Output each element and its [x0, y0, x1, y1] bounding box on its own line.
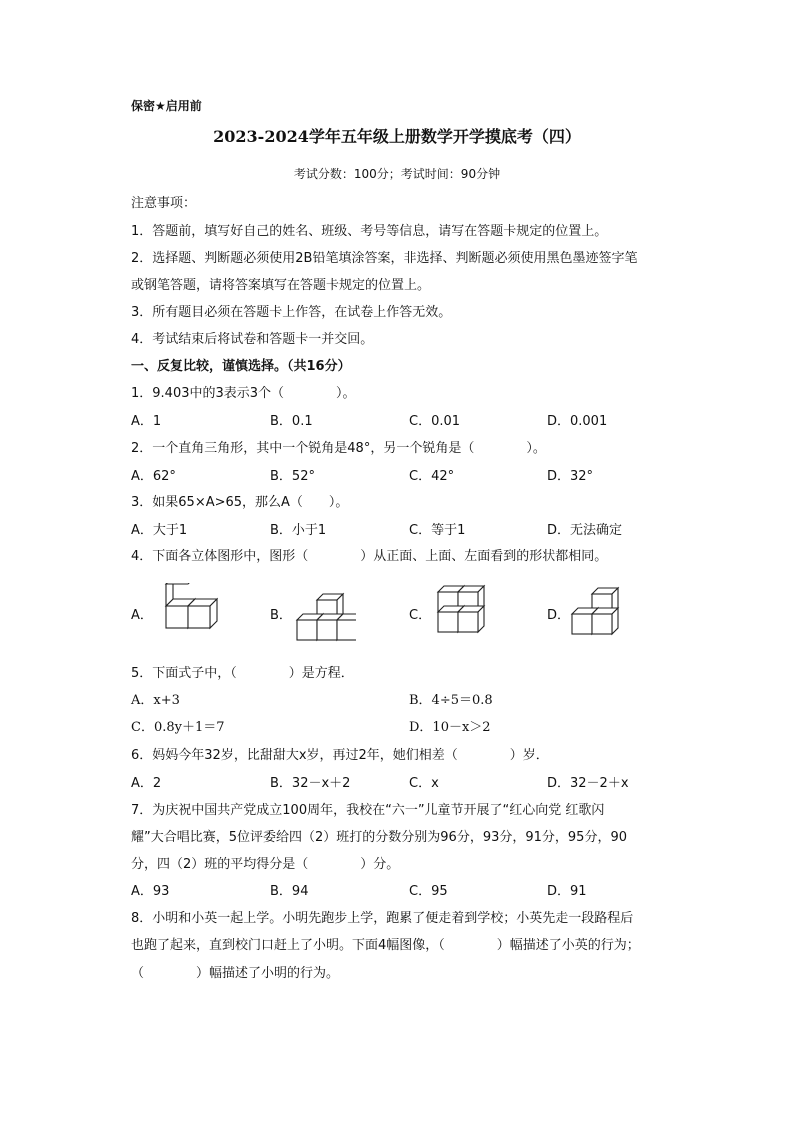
option-c[interactable]: C．等于1 [409, 523, 466, 538]
option-a[interactable]: A．1 [131, 414, 162, 429]
notice-item: 4．考试结束后将试卷和答题卡一并交回。 [131, 332, 374, 347]
secret-label: 保密★启用前 [131, 99, 202, 113]
question-stem: （ ）幅描述了小明的行为。 [131, 966, 340, 981]
question-stem: 5．下面式子中，（ ）是方程． [131, 666, 354, 681]
option-c[interactable]: C．0.8y＋1＝7 [131, 720, 225, 735]
option-b[interactable]: B．0.1 [270, 414, 313, 429]
exam-info: 考试分数：100分；考试时间：90分钟 [293, 167, 501, 181]
option-b[interactable]: B．52° [270, 469, 315, 484]
cube-figure-a [160, 583, 218, 641]
option-a[interactable]: A．93 [131, 884, 170, 899]
option-a[interactable]: A．大于1 [131, 523, 188, 538]
option-b[interactable]: B．小于1 [270, 523, 327, 538]
option-c[interactable]: C． [409, 608, 432, 623]
option-b[interactable]: B．94 [270, 884, 309, 899]
option-c[interactable]: C．42° [409, 469, 455, 484]
question-stem: 耀”大合唱比赛，5位评委给四（2）班打的分数分别为96分，93分，91分，95分，90 [131, 830, 627, 845]
option-b[interactable]: B．32－x＋2 [270, 776, 351, 791]
option-a[interactable]: A． [131, 608, 153, 623]
cube-figure-b [294, 580, 356, 642]
question-stem: 2．一个直角三角形，其中一个锐角是48°，另一个锐角是（ ）。 [131, 441, 546, 456]
section-title: 一、反复比较，谨慎选择。（共16分） [131, 359, 351, 374]
option-a[interactable]: A．x+3 [131, 693, 180, 708]
option-a[interactable]: A．62° [131, 469, 176, 484]
option-d[interactable]: D．32° [547, 469, 594, 484]
option-d[interactable]: D．10－x＞2 [409, 720, 491, 735]
question-stem: 4．下面各立体图形中，图形（ ）从正面、上面、左面看到的形状都相同。 [131, 549, 608, 564]
option-c[interactable]: C．0.01 [409, 414, 461, 429]
question-stem: 8．小明和小英一起上学。小明先跑步上学，跑累了便走着到学校；小英先走一段路程后 [131, 911, 634, 926]
question-stem: 分，四（2）班的平均得分是（ ）分。 [131, 857, 400, 872]
notice-heading: 注意事项： [131, 196, 197, 211]
option-d[interactable]: D． [547, 608, 571, 623]
option-c[interactable]: C．x [409, 776, 439, 791]
question-stem: 7．为庆祝中国共产党成立100周年，我校在“六一”儿童节开展了“红心向党 红歌闪 [131, 803, 605, 818]
question-stem: 1．9.403中的3表示3个（ ）。 [131, 386, 356, 401]
notice-item: 2．选择题、判断题必须使用2B铅笔填涂答案，非选择、判断题必须使用黑色墨迹签字笔 [131, 251, 638, 266]
notice-item: 或钢笔答题，请将答案填写在答题卡规定的位置上。 [131, 278, 431, 293]
cube-figure-d [570, 576, 630, 638]
option-b[interactable]: B．4÷5＝0.8 [409, 693, 493, 708]
option-b[interactable]: B． [270, 608, 292, 623]
option-d[interactable]: D．0.001 [547, 414, 608, 429]
option-a[interactable]: A．2 [131, 776, 162, 791]
notice-item: 1．答题前，填写好自己的姓名、班级、考号等信息，请写在答题卡规定的位置上。 [131, 224, 608, 239]
notice-item: 3．所有题目必须在答题卡上作答，在试卷上作答无效。 [131, 305, 452, 320]
question-stem: 6．妈妈今年32岁，比甜甜大x岁，再过2年，她们相差（ ）岁． [131, 748, 549, 763]
option-c[interactable]: C．95 [409, 884, 448, 899]
option-d[interactable]: D．91 [547, 884, 587, 899]
cube-figure-c [436, 580, 488, 636]
option-d[interactable]: D．32－2＋x [547, 776, 629, 791]
question-stem: 也跑了起来，直到校门口赶上了小明。下面4幅图像，（ ）幅描述了小英的行为； [131, 938, 640, 953]
option-d[interactable]: D．无法确定 [547, 523, 623, 538]
question-stem: 3．如果65×A>65，那么A（ ）。 [131, 495, 349, 510]
page-title: 2023-2024学年五年级上册数学开学摸底考（四） [213, 127, 581, 146]
